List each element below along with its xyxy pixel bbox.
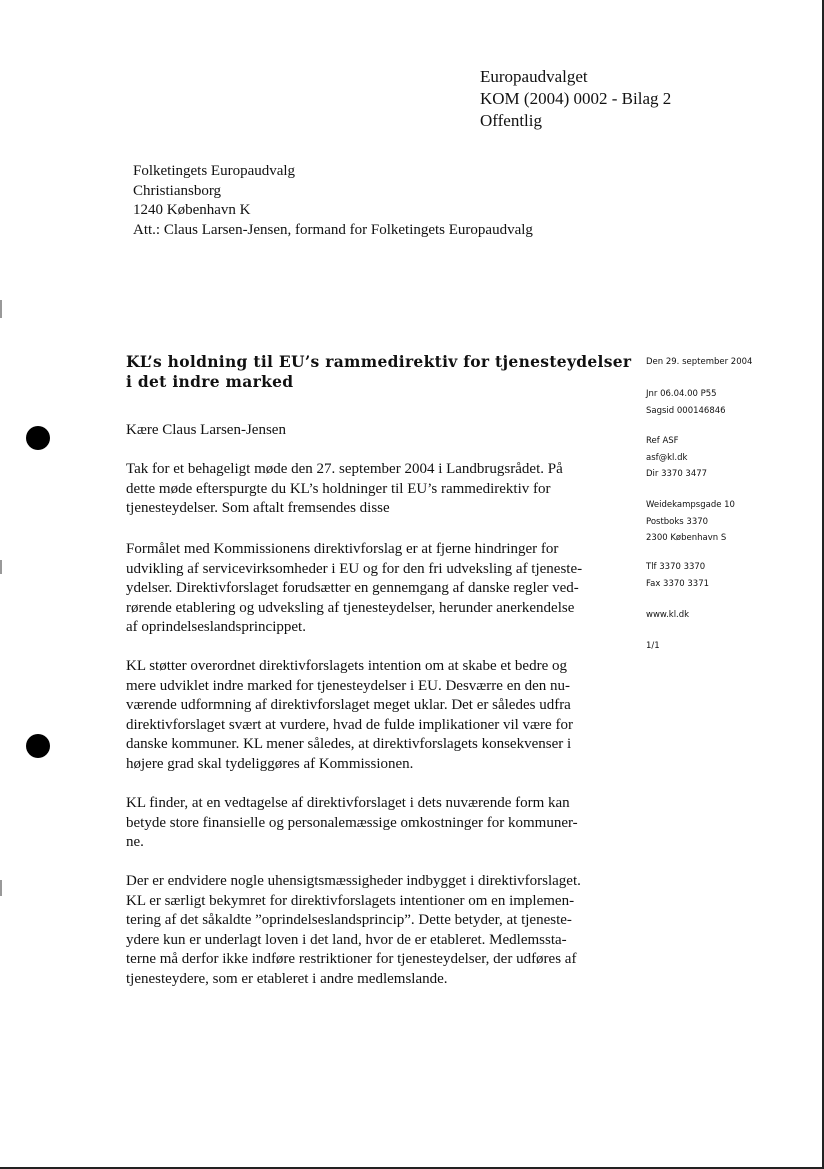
margin-mark bbox=[0, 880, 2, 896]
paragraph-line: tjenesteydelser. Som aftalt fremsendes disse bbox=[126, 500, 390, 517]
title-line: i det indre marked bbox=[126, 372, 294, 391]
paragraph-2 bbox=[126, 540, 606, 638]
sidebar-case-block bbox=[646, 386, 726, 419]
paragraph-line: af oprindelseslandsprincippet. bbox=[126, 619, 306, 636]
reference-initials: Ref ASF bbox=[646, 436, 679, 446]
title-line: KL’s holdning til EU’s rammedirektiv for tjenesteydelser bbox=[126, 352, 632, 371]
sidebar-phone-block bbox=[646, 559, 709, 592]
document-stamp bbox=[480, 66, 671, 132]
stamp-status: Offentlig bbox=[480, 111, 543, 130]
paragraph-line: dette møde efterspurgte du KL’s holdninger til EU’s rammedirektiv for bbox=[126, 480, 551, 497]
postal-city: 2300 København S bbox=[646, 533, 727, 543]
paragraph-line: KL finder, at en vedtagelse af direktivforslaget i dets nuværende form kan bbox=[126, 795, 570, 811]
paragraph-line: rørende etablering og udveksling af tjenesteydelser, herunder anerkendelse bbox=[126, 599, 575, 616]
street-address: Weidekampsgade 10 bbox=[646, 500, 735, 510]
paragraph-line: KL er særligt bekymret for direktivforslagets intentioner om en implemen- bbox=[126, 892, 575, 909]
recipient-name: Folketingets Europaudvalg bbox=[133, 163, 296, 179]
case-id: Sagsid 000146846 bbox=[646, 405, 726, 416]
sidebar-web-block bbox=[646, 607, 689, 624]
paragraph-line: mere udviklet indre marked for tjenesteydelser i EU. Desværre en den nu- bbox=[126, 677, 571, 694]
paragraph-line: Tak for et behageligt møde den 27. september 2004 i Landbrugsrådet. På bbox=[126, 461, 563, 477]
letter-date: Den 29. september 2004 bbox=[646, 357, 753, 367]
contact-email: asf@kl.dk bbox=[646, 452, 688, 463]
sidebar-page-block bbox=[646, 638, 660, 655]
paragraph-line: udvikling af servicevirksomheder i EU og for den fri udveksling af tjeneste- bbox=[126, 560, 583, 577]
paragraph-line: Formålet med Kommissionens direktivforslag er at fjerne hindringer for bbox=[126, 541, 559, 557]
paragraph-line: tjenesteydere, som er etableret i andre medlemslande. bbox=[126, 970, 448, 987]
recipient-address bbox=[133, 162, 533, 240]
website: www.kl.dk bbox=[646, 610, 690, 620]
postbox: Postboks 3370 bbox=[646, 516, 709, 527]
paragraph-line: betyde store finansielle og personalemæssige omkostninger for kommuner- bbox=[126, 814, 578, 831]
recipient-attention: Att.: Claus Larsen-Jensen, formand for Folketingets Europaudvalg bbox=[133, 221, 533, 238]
journal-number: Jnr 06.04.00 P55 bbox=[646, 389, 717, 399]
paragraph-line: værende udformning af direktivforslaget meget uklar. Det er således udfra bbox=[126, 697, 571, 714]
margin-mark bbox=[0, 560, 2, 574]
phone-number: Tlf 3370 3370 bbox=[646, 562, 706, 572]
paragraph-5 bbox=[126, 872, 606, 990]
paragraph-line: tering af det såkaldte ”oprindelseslandsprincip”. Dette betyder, at tjeneste- bbox=[126, 912, 572, 929]
page-number: 1/1 bbox=[646, 641, 660, 651]
salutation: Kære Claus Larsen-Jensen bbox=[126, 422, 286, 438]
sidebar-contact-block bbox=[646, 433, 707, 483]
paragraph-line: KL støtter overordnet direktivforslagets intention om at skabe et bedre og bbox=[126, 658, 567, 674]
stamp-reference: KOM (2004) 0002 - Bilag 2 bbox=[480, 89, 672, 108]
punch-hole bbox=[26, 734, 50, 758]
paragraph-line: højere grad skal tydeliggøres af Kommissionen. bbox=[126, 755, 414, 772]
sidebar-address-block bbox=[646, 497, 735, 547]
paragraph-line: terne må derfor ikke indføre restriktioner for tjenesteydelser, der udføres af bbox=[126, 951, 577, 968]
paragraph-line: ne. bbox=[126, 834, 144, 851]
direct-phone: Dir 3370 3477 bbox=[646, 469, 708, 479]
paragraph-line: direktivforslaget svært at vurdere, hvad de fulde implikationer vil være for bbox=[126, 716, 573, 733]
recipient-building: Christiansborg bbox=[133, 182, 222, 199]
letter-title bbox=[126, 352, 632, 392]
recipient-city: 1240 København K bbox=[133, 202, 251, 218]
sidebar-date-block bbox=[646, 354, 752, 371]
fax-number: Fax 3370 3371 bbox=[646, 578, 710, 589]
paragraph-line: danske kommuner. KL mener således, at direktivforslagets konsekvenser i bbox=[126, 736, 572, 753]
paragraph-1 bbox=[126, 460, 606, 519]
paragraph-3 bbox=[126, 657, 606, 775]
margin-mark bbox=[0, 300, 2, 318]
punch-hole bbox=[26, 426, 50, 450]
paragraph-line: Der er endvidere nogle uhensigtsmæssigheder indbygget i direktivforslaget. bbox=[126, 873, 581, 889]
paragraph-line: ydelser. Direktivforslaget forudsætter en gennemgang af danske regler ved- bbox=[126, 580, 579, 597]
paragraph-line: ydere kun er underlagt loven i det land, hvor de er etableret. Medlemssta- bbox=[126, 931, 567, 948]
paragraph-4 bbox=[126, 794, 606, 853]
stamp-committee: Europaudvalget bbox=[480, 67, 588, 86]
